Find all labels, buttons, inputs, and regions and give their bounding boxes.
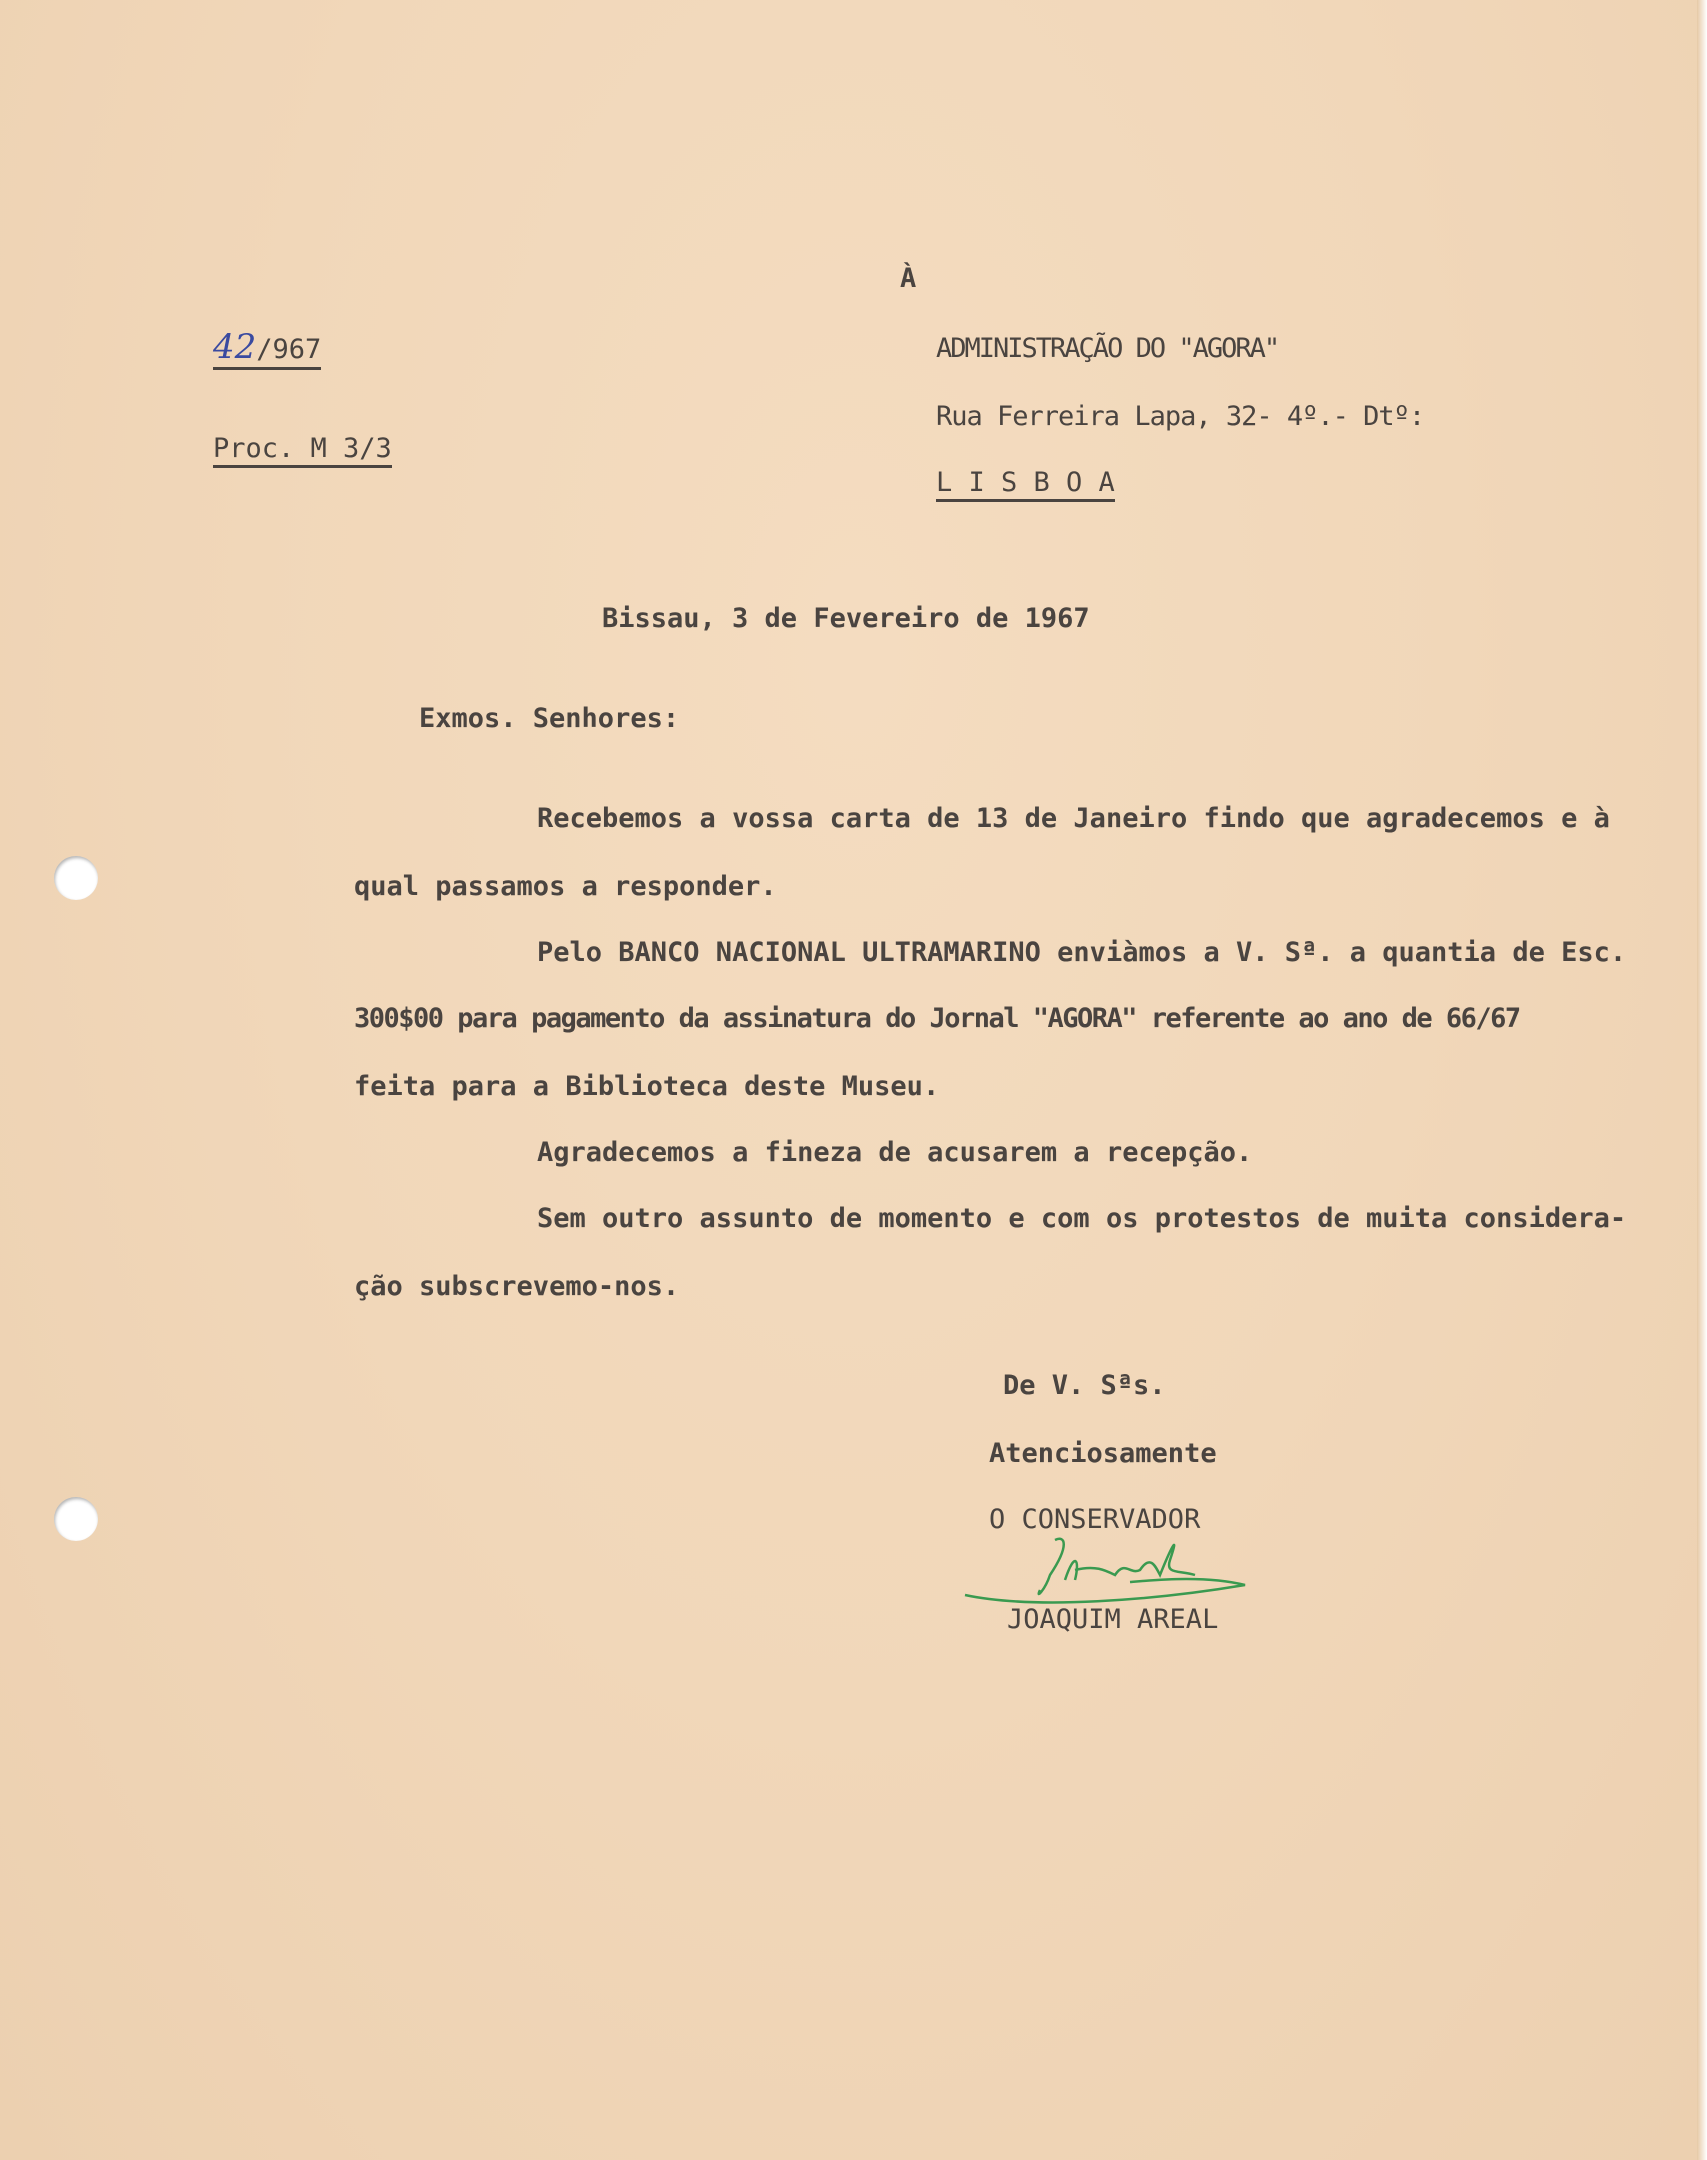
body-line: Pelo BANCO NACIONAL ULTRAMARINO enviàmos a V. Sª. a quantia de Esc. [537, 937, 1627, 968]
signatory-title: O CONSERVADOR [989, 1504, 1201, 1535]
process-number: Proc. M 3/3 [213, 435, 392, 468]
body-line: 300$00 para pagamento da assinatura do Jornal "AGORA" referente ao ano de 66/67 [354, 1003, 1520, 1034]
reference-number: 42/967 [213, 330, 321, 370]
closing-line: De V. Sªs. [1003, 1370, 1166, 1401]
handwritten-signature [955, 1530, 1255, 1610]
recipient-name: ADMINISTRAÇÃO DO "AGORA" [936, 333, 1279, 364]
body-line: Sem outro assunto de momento e com os protestos de muita considera- [537, 1203, 1627, 1234]
paper-edge [1697, 0, 1707, 2160]
body-line: feita para a Biblioteca deste Museu. [354, 1071, 940, 1102]
signatory-name: JOAQUIM AREAL [1007, 1604, 1219, 1635]
recipient-prefix: À [900, 263, 917, 294]
body-line: qual passamos a responder. [354, 871, 777, 902]
letter-date: Bissau, 3 de Fevereiro de 1967 [602, 603, 1090, 634]
recipient-address: Rua Ferreira Lapa, 32- 4º.- Dtº: [936, 401, 1425, 432]
closing-line: Atenciosamente [989, 1438, 1217, 1469]
punch-hole [54, 856, 98, 900]
salutation: Exmos. Senhores: [419, 703, 680, 734]
body-line: Agradecemos a fineza de acusarem a recepção. [537, 1137, 1253, 1168]
punch-hole [54, 1497, 98, 1541]
body-line: Recebemos a vossa carta de 13 de Janeiro findo que agradecemos e à [537, 803, 1610, 834]
recipient-city: L I S B O A [936, 469, 1115, 502]
body-line: ção subscrevemo-nos. [354, 1271, 680, 1302]
